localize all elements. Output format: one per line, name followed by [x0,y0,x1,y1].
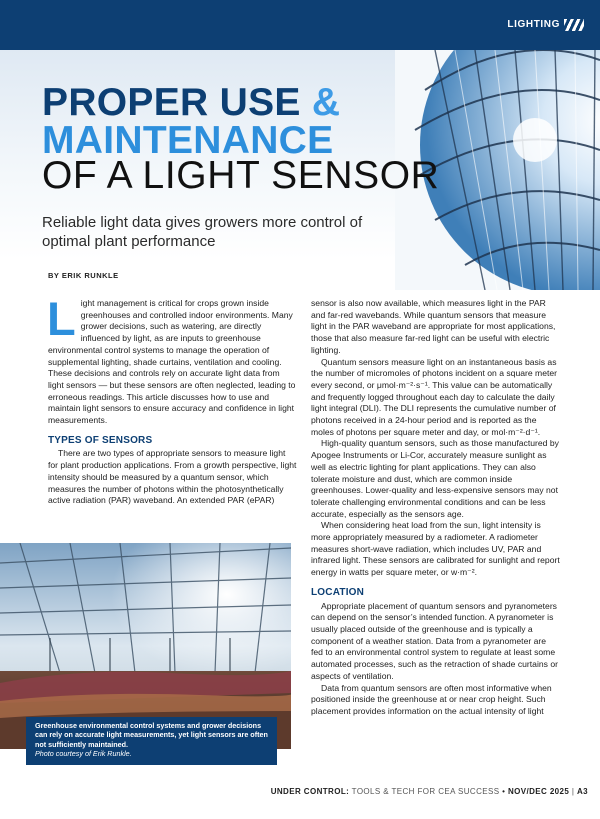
col2-paragraph-2: Quantum sensors measure light on an instantaneous basis as the number of micromoles of photons incident on a square meter every second, or μmol·m⁻²·s⁻¹. This value can be automatically and frequently logged throughout each day to calculate the daily light integral (DLI). The DLI represents the cumulative number of photons received in a 24-hour period and is reported as the moles of photons per square meter and day, or mol·m⁻²·d⁻¹. [311,356,558,437]
photo-credit: Photo courtesy of Erik Runkle. [35,748,132,758]
title-text-1: PROPER USE [42,81,301,124]
article-subtitle: Reliable light data gives growers more control of optimal plant performance [42,214,363,250]
article-title-line2: MAINTENANCE [42,119,334,162]
publication-name: UNDER CONTROL: [270,787,350,796]
drop-cap: L [47,292,76,345]
byline: BY ERIK RUNKLE [48,271,119,280]
section-stripes-icon [564,19,584,31]
footer-separator: • [502,787,506,796]
location-paragraph-2: Data from quantum sensors are often most informative when positioned inside the greenhouse at or near crop height. Such placement provides information on the actual intensity of light [311,682,552,716]
section-label: LIGHTING [507,19,560,30]
footer-divider: | [571,787,575,796]
heading-types-of-sensors: TYPES OF SENSORS [48,434,153,446]
location-paragraph-1: Appropriate placement of quantum sensors and pyranometers can depend on the sensor’s intended function. A pyranometer is usually placed outside of the greenhouse and is typically a component of a weather station. Data from a pyranometer are fed to an environmental control system to regulate at least some automated processes, such as the retraction of shade curtains or aspects of ventilation. [311,600,558,681]
photo-caption [26,717,277,765]
heading-location: LOCATION [311,586,365,598]
title-ampersand: & [311,81,341,124]
body-column-2 [311,298,560,718]
article-title-line1 [42,82,340,124]
col2-paragraph-1: sensor is also now available, which measures light in the PAR and far-red wavebands. While quantum sensors that measure light in the PAR waveband are appropriate for most applications, those that also measure far-red light can be useful with electric lighting. [311,298,556,355]
col2-paragraph-3: High-quality quantum sensors, such as those manufactured by Apogee Instruments or Li-Cor, accurately measure sunlight as well as electric lighting for plant applications. They can also tolerate moisture and dust, which are common inside greenhouses. Lower-quality and less-expensive sensors may not tolerate challenging environmental conditions and can be less accurate, especially as the sensors age. [311,438,559,519]
col2-paragraph-4: When considering heat load from the sun, light intensity is more appropriately measured by a radiometer. A radiometer measures short-wave radiation, which includes UV, PAR and infrared light. These sensors are calibrated for sunlight and report energy in watts per square meter, or w·m⁻². [311,520,560,578]
article-title-line3: OF A LIGHT SENSOR [42,154,440,197]
intro-paragraph [47,292,297,427]
issue-date: NOV/DEC 2025 [507,787,570,796]
publication-tagline: TOOLS & TECH FOR CEA SUCCESS [351,787,500,796]
intro-text: ight management is critical for crops grown inside greenhouses and controlled indoor environments. Many grower decisions, such as watering, are directly influenced by light, as are inputs to greenhouse environmental control systems to manage the operation of supplemental lighting, shade curtains, ventilation and cooling. These decisions and controls rely on accurate light data from light sensors — but these sensors are often neglected, leading to erroneous readings. This article discusses how to use and maintain light sensors to ensure accuracy and confidence in light measurements. [48,298,296,426]
caption-text: Greenhouse environmental control systems and grower decisions can rely on accurate light measurements, yet light sensors are often not sufficiently maintained. [35,721,268,749]
page-number: A3 [576,787,588,796]
page-footer [271,787,588,796]
types-paragraph: There are two types of appropriate sensors to measure light for plant production applications. From a growth perspective, light intensity should be measured by a quantum sensor, which measures the number of photons within the photosynthetically active radiation (PAR) waveband. An extended PAR (ePAR) [48,448,297,506]
section-header-bar [0,0,600,50]
body-column-1 [47,292,297,507]
